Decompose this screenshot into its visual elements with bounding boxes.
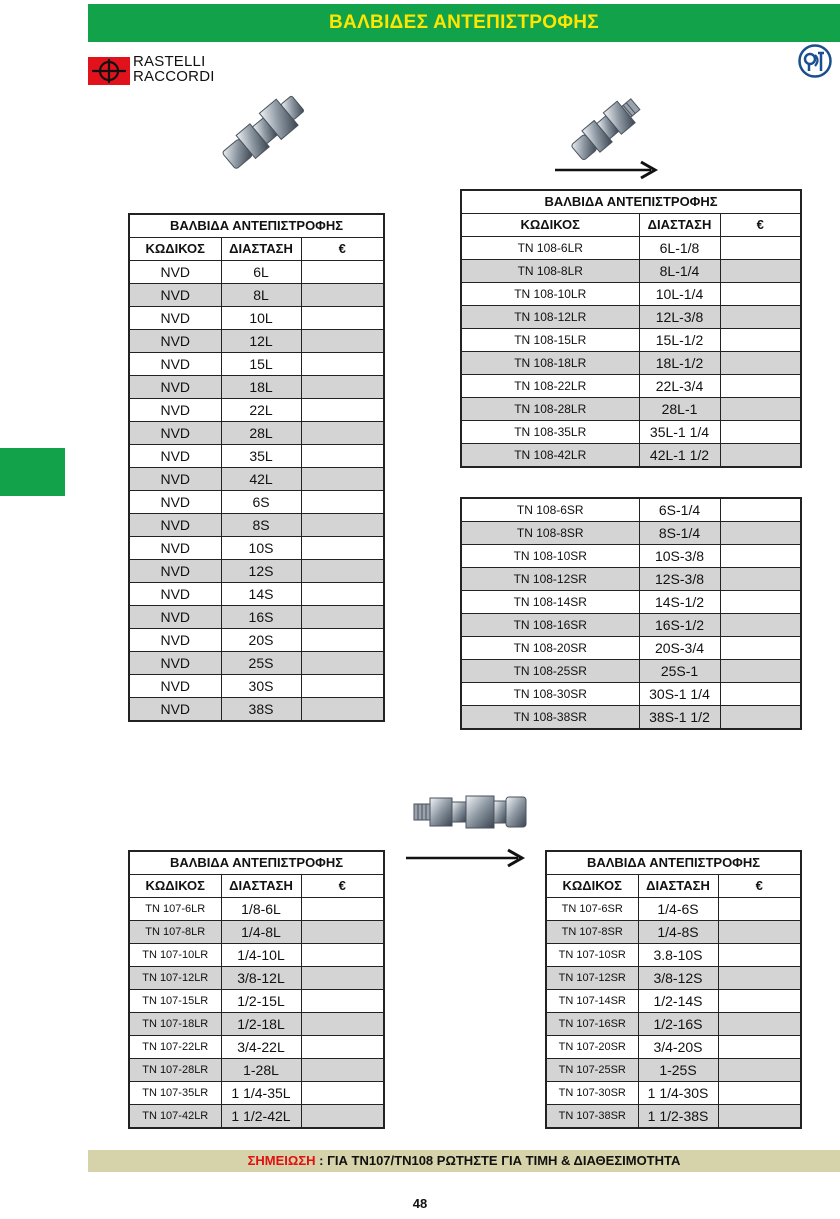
brand-name [133,54,215,84]
cell-code: TN 107-6LR [129,898,221,921]
cell-price [720,329,801,352]
cell-price [720,352,801,375]
table-row [461,375,801,398]
cell-dimension: 18L [221,376,301,399]
table-row [129,1013,384,1036]
cell-code: TN 108-18LR [461,352,639,375]
table-row [129,376,384,399]
cell-price [720,421,801,444]
table-row [129,491,384,514]
cell-price [301,514,384,537]
table-row [546,990,801,1013]
cell-code: TN 107-10SR [546,944,638,967]
cell-dimension: 3/8-12S [638,967,718,990]
col-header-code: ΚΩΔΙΚΟΣ [461,214,639,237]
cell-dimension: 1/4-10L [221,944,301,967]
cell-code: TN 108-6LR [461,237,639,260]
cell-code: TN 108-35LR [461,421,639,444]
table-row [129,898,384,921]
cell-code: NVD [129,330,221,353]
table-row [461,660,801,683]
cell-code: TN 107-14SR [546,990,638,1013]
nvd-price-table [128,213,385,722]
cell-dimension: 16S-1/2 [639,614,720,637]
cell-dimension: 42L [221,468,301,491]
cell-code: NVD [129,698,221,722]
cell-code: TN 107-30SR [546,1082,638,1105]
table-row [129,1059,384,1082]
cell-code: TN 107-8LR [129,921,221,944]
cell-price [301,261,384,284]
table-row [129,606,384,629]
cell-code: NVD [129,307,221,330]
cell-code: NVD [129,583,221,606]
cell-dimension: 12S-3/8 [639,568,720,591]
col-header-code: ΚΩΔΙΚΟΣ [546,875,638,898]
note-label: ΣΗΜΕΙΩΣΗ [247,1153,316,1168]
cell-dimension: 18L-1/2 [639,352,720,375]
table-row [461,568,801,591]
table-row [129,1105,384,1129]
col-header-price: € [301,238,384,261]
cell-code: TN 108-28LR [461,398,639,421]
cell-dimension: 1-25S [638,1059,718,1082]
cell-dimension: 1 1/2-38S [638,1105,718,1129]
cell-code: NVD [129,284,221,307]
cell-code: NVD [129,491,221,514]
cell-price [301,468,384,491]
col-header-dimension: ΔΙΑΣΤΑΣΗ [221,875,301,898]
table-row [129,514,384,537]
table-row [461,614,801,637]
cell-dimension: 3.8-10S [638,944,718,967]
table-row [129,675,384,698]
right-arrow-icon [553,160,659,180]
cell-dimension: 3/4-20S [638,1036,718,1059]
cell-code: NVD [129,468,221,491]
cell-code: TN 107-10LR [129,944,221,967]
cell-dimension: 1 1/4-35L [221,1082,301,1105]
cell-dimension: 8S-1/4 [639,522,720,545]
table-row [461,522,801,545]
cell-price [301,491,384,514]
table-row [129,1036,384,1059]
cell-dimension: 3/4-22L [221,1036,301,1059]
col-header-price: € [301,875,384,898]
cell-code: TN 107-28LR [129,1059,221,1082]
cell-price [720,591,801,614]
cell-code: NVD [129,353,221,376]
cell-price [301,606,384,629]
cell-dimension: 15L [221,353,301,376]
table-row [461,591,801,614]
note-text: : ΓΙΑ ΤΝ107/ΤΝ108 ΡΩΤΗΣΤΕ ΓΙΑ ΤΙΜΗ & ΔΙΑΘΕΣΙΜΟΤΗΤΑ [315,1153,681,1168]
cell-price [720,237,801,260]
cell-dimension: 10S-3/8 [639,545,720,568]
tn107-lr-price-table [128,850,385,1129]
cell-dimension: 3/8-12L [221,967,301,990]
cell-code: TN 108-8SR [461,522,639,545]
cell-dimension: 12L-3/8 [639,306,720,329]
cell-price [718,921,801,944]
cell-dimension: 38S [221,698,301,722]
cell-price [301,353,384,376]
cell-price [301,1082,384,1105]
cell-code: NVD [129,422,221,445]
cell-dimension: 1/2-15L [221,990,301,1013]
cell-code: NVD [129,629,221,652]
table-row [129,944,384,967]
cell-price [718,898,801,921]
table-row [461,398,801,421]
cell-dimension: 12S [221,560,301,583]
cell-price [301,944,384,967]
col-header-price: € [720,214,801,237]
cell-code: TN 107-18LR [129,1013,221,1036]
section-side-tab [0,448,65,496]
cell-price [301,307,384,330]
cell-code: TN 107-6SR [546,898,638,921]
cell-price [301,1059,384,1082]
cell-price [720,498,801,522]
cell-price [301,330,384,353]
cell-price [301,698,384,722]
cell-dimension: 20S-3/4 [639,637,720,660]
table-row [129,399,384,422]
cell-dimension: 1/2-14S [638,990,718,1013]
table-row [546,921,801,944]
cell-price [718,1082,801,1105]
cell-dimension: 35L [221,445,301,468]
cell-code: TN 108-22LR [461,375,639,398]
cell-code: TN 107-12SR [546,967,638,990]
cell-dimension: 28L [221,422,301,445]
cell-price [301,898,384,921]
cell-dimension: 22L [221,399,301,422]
cell-price [718,967,801,990]
table-row [546,1105,801,1129]
cell-dimension: 1 1/2-42L [221,1105,301,1129]
cell-price [720,283,801,306]
cell-code: TN 107-35LR [129,1082,221,1105]
cell-price [720,306,801,329]
cell-code: NVD [129,399,221,422]
cell-price [718,1036,801,1059]
brand-line-2: RACCORDI [133,68,215,85]
right-arrow-icon [404,848,526,868]
table-row [129,307,384,330]
table-title: ΒΑΛΒΙΔΑ ΑΝΤΕΠΙΣΤΡΟΦΗΣ [461,190,801,214]
col-header-code: ΚΩΔΙΚΟΣ [129,875,221,898]
cell-dimension: 30S [221,675,301,698]
table-row [546,944,801,967]
cell-code: NVD [129,606,221,629]
cell-dimension: 1/2-18L [221,1013,301,1036]
cell-price [718,1013,801,1036]
cell-dimension: 1 1/4-30S [638,1082,718,1105]
cell-price [718,1105,801,1129]
table-row [546,1059,801,1082]
table-row [461,637,801,660]
cell-price [720,683,801,706]
cell-price [720,522,801,545]
cell-price [301,560,384,583]
cell-price [720,375,801,398]
cell-price [301,445,384,468]
cell-code: TN 107-8SR [546,921,638,944]
cell-code: TN 108-8LR [461,260,639,283]
table-row [129,1082,384,1105]
cell-code: TN 108-15LR [461,329,639,352]
table-title: ΒΑΛΒΙΔΑ ΑΝΤΕΠΙΣΤΡΟΦΗΣ [129,851,384,875]
tn107-sr-price-table [545,850,802,1129]
cell-price [301,537,384,560]
brand-line-1: RASTELLI [133,53,206,70]
cell-price [718,944,801,967]
table-title: ΒΑΛΒΙΔΑ ΑΝΤΕΠΙΣΤΡΟΦΗΣ [129,214,384,238]
cell-dimension: 30S-1 1/4 [639,683,720,706]
cell-code: NVD [129,652,221,675]
cell-dimension: 14S-1/2 [639,591,720,614]
cell-code: TN 108-16SR [461,614,639,637]
cell-code: NVD [129,376,221,399]
cell-dimension: 12L [221,330,301,353]
cell-code: TN 108-10LR [461,283,639,306]
cell-code: TN 108-12SR [461,568,639,591]
cell-price [301,990,384,1013]
cell-code: TN 108-20SR [461,637,639,660]
table-row [461,260,801,283]
table-row [129,629,384,652]
cell-code: NVD [129,261,221,284]
cell-price [301,583,384,606]
product-image-tn107 [410,792,530,832]
cell-price [301,629,384,652]
cell-dimension: 6S [221,491,301,514]
table-row [129,445,384,468]
cell-code: NVD [129,675,221,698]
cell-dimension: 28L-1 [639,398,720,421]
cell-code: TN 108-12LR [461,306,639,329]
cell-dimension: 1/2-16S [638,1013,718,1036]
cell-code: TN 108-42LR [461,444,639,468]
cell-code: NVD [129,560,221,583]
table-row [546,1082,801,1105]
cell-dimension: 8S [221,514,301,537]
cell-code: TN 107-22LR [129,1036,221,1059]
cell-price [301,1105,384,1129]
table-row [546,898,801,921]
circle-monogram-logo-icon [798,44,832,78]
cell-price [718,990,801,1013]
cell-code: TN 107-20SR [546,1036,638,1059]
cell-code: TN 107-38SR [546,1105,638,1129]
table-row [129,583,384,606]
col-header-dimension: ΔΙΑΣΤΑΣΗ [639,214,720,237]
cell-code: TN 108-25SR [461,660,639,683]
cell-dimension: 16S [221,606,301,629]
col-header-code: ΚΩΔΙΚΟΣ [129,238,221,261]
table-row [129,698,384,722]
table-row [461,498,801,522]
cell-dimension: 10S [221,537,301,560]
product-image-nvd [210,86,315,178]
cell-dimension: 42L-1 1/2 [639,444,720,468]
cell-code: NVD [129,537,221,560]
cell-dimension: 35L-1 1/4 [639,421,720,444]
cell-code: TN 108-10SR [461,545,639,568]
cell-price [718,1059,801,1082]
cell-price [720,660,801,683]
table-row [129,330,384,353]
table-row [129,284,384,307]
table-row [461,237,801,260]
tn108-sr-price-table [460,497,802,730]
cell-code: NVD [129,514,221,537]
table-row [546,1013,801,1036]
cell-dimension: 10L [221,307,301,330]
page-number: 48 [412,1196,428,1211]
cell-dimension: 8L-1/4 [639,260,720,283]
cell-dimension: 8L [221,284,301,307]
col-header-dimension: ΔΙΑΣΤΑΣΗ [638,875,718,898]
tn108-lr-price-table [460,189,802,468]
cell-dimension: 1/8-6L [221,898,301,921]
table-row [129,967,384,990]
cell-code: TN 108-14SR [461,591,639,614]
cell-dimension: 6L [221,261,301,284]
table-row [129,353,384,376]
rastelli-cross-logo-icon [88,57,130,85]
cell-dimension: 1/4-6S [638,898,718,921]
cell-code: TN 107-25SR [546,1059,638,1082]
product-image-tn108 [562,88,652,166]
page-header-title: ΒΑΛΒΙΔΕΣ ΑΝΤΕΠΙΣΤΡΟΦΗΣ [88,4,840,42]
table-row [461,283,801,306]
table-row [461,306,801,329]
cell-price [301,652,384,675]
cell-price [720,545,801,568]
cell-price [301,1013,384,1036]
cell-price [720,398,801,421]
table-row [129,652,384,675]
table-row [461,545,801,568]
col-header-dimension: ΔΙΑΣΤΑΣΗ [221,238,301,261]
cell-code: TN 107-15LR [129,990,221,1013]
table-row [129,990,384,1013]
table-row [461,683,801,706]
cell-dimension: 6S-1/4 [639,498,720,522]
cell-price [720,637,801,660]
cell-price [720,568,801,591]
cell-price [301,921,384,944]
cell-price [301,399,384,422]
cell-dimension: 1-28L [221,1059,301,1082]
cell-price [301,422,384,445]
table-row [129,468,384,491]
cell-code: TN 107-42LR [129,1105,221,1129]
cell-code: TN 107-16SR [546,1013,638,1036]
cell-price [720,614,801,637]
table-row [546,1036,801,1059]
cell-dimension: 22L-3/4 [639,375,720,398]
table-row [129,261,384,284]
cell-code: TN 107-12LR [129,967,221,990]
cell-dimension: 25S [221,652,301,675]
cell-dimension: 20S [221,629,301,652]
cell-dimension: 1/4-8L [221,921,301,944]
cell-price [301,376,384,399]
table-row [461,706,801,730]
cell-dimension: 10L-1/4 [639,283,720,306]
table-row [129,537,384,560]
table-row [461,329,801,352]
table-row [129,422,384,445]
table-row [129,921,384,944]
cell-dimension: 15L-1/2 [639,329,720,352]
table-title: ΒΑΛΒΙΔΑ ΑΝΤΕΠΙΣΤΡΟΦΗΣ [546,851,801,875]
cell-price [720,706,801,730]
cell-code: TN 108-30SR [461,683,639,706]
table-row [129,560,384,583]
table-row [546,967,801,990]
cell-dimension: 1/4-8S [638,921,718,944]
cell-dimension: 25S-1 [639,660,720,683]
table-row [461,444,801,468]
cell-dimension: 6L-1/8 [639,237,720,260]
cell-code: TN 108-6SR [461,498,639,522]
table-row [461,421,801,444]
note-bar [88,1150,840,1172]
table-row [461,352,801,375]
cell-price [720,260,801,283]
cell-price [301,1036,384,1059]
cell-price [720,444,801,468]
cell-dimension: 38S-1 1/2 [639,706,720,730]
cell-code: TN 108-38SR [461,706,639,730]
cell-price [301,967,384,990]
cell-code: NVD [129,445,221,468]
cell-price [301,675,384,698]
col-header-price: € [718,875,801,898]
cell-dimension: 14S [221,583,301,606]
cell-price [301,284,384,307]
